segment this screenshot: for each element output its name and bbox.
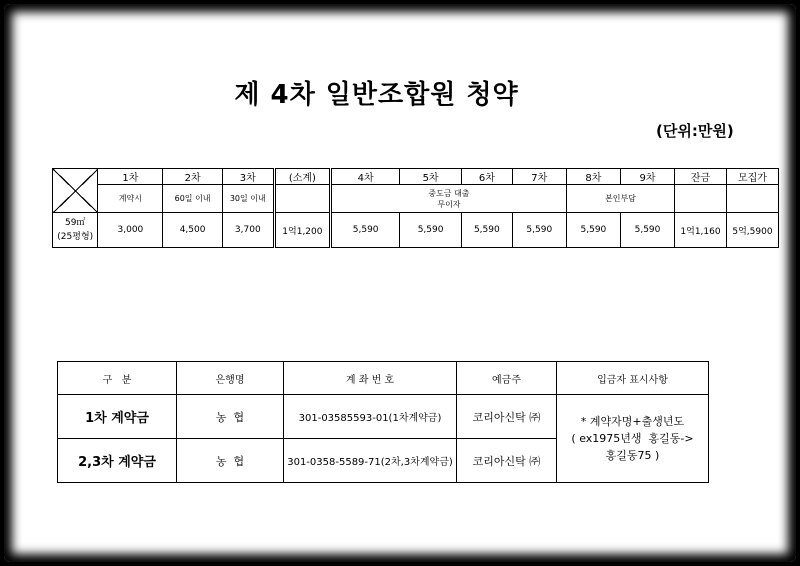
payment-type: 2,3차 계약금 <box>58 439 177 483</box>
bank-account-table <box>57 361 709 483</box>
note-line: ( ex1975년생 홍길동-> <box>571 432 694 445</box>
bank-name: 농 협 <box>177 439 284 483</box>
bank-header-cell: 은행명 <box>177 362 284 395</box>
sub-header-cell-empty <box>274 185 330 213</box>
sub-header-cell: 계약시 <box>98 185 163 213</box>
sub-header-cell: 30일 이내 <box>222 185 274 213</box>
value-cell: 5억,5900 <box>726 213 778 248</box>
bank-header-cell: 구 분 <box>58 362 177 395</box>
value-cell: 5,590 <box>512 213 566 248</box>
note-line: 홍길동75 ) <box>605 449 660 462</box>
header-cell: 6차 <box>461 169 512 185</box>
page-title: 제 4차 일반조합원 청약 <box>234 80 519 110</box>
bank-header-cell: 입금자 표시사항 <box>557 362 709 395</box>
row-label-area: 59㎡ <box>64 218 86 228</box>
value-cell: 5,590 <box>620 213 674 248</box>
unit-label: (단위:만원) <box>656 122 734 140</box>
value-cell: 4,500 <box>163 213 223 248</box>
header-cell: 3차 <box>222 169 274 185</box>
header-cell: 2차 <box>163 169 223 185</box>
payment-type: 1차 계약금 <box>58 395 177 439</box>
bank-name: 농 협 <box>177 395 284 439</box>
header-cell: 1차 <box>98 169 163 185</box>
value-cell: 5,590 <box>331 213 400 248</box>
value-cell: 5,590 <box>566 213 620 248</box>
header-cell: 모집가 <box>726 169 778 185</box>
document-page <box>4 4 796 562</box>
account-number: 301-0358-5589-71(2차,3차계약금) <box>284 439 457 483</box>
header-cell: 잔금 <box>675 169 727 185</box>
header-cell: 9차 <box>620 169 674 185</box>
value-cell: 3,000 <box>98 213 163 248</box>
header-cell: 5차 <box>400 169 462 185</box>
sub-header-cell-empty <box>726 185 778 213</box>
header-cell: (소계) <box>274 169 330 185</box>
sub-header-mid-loan: 중도금 대출 무이자 <box>331 185 567 213</box>
sub-header-cell: 60일 이내 <box>163 185 223 213</box>
value-cell: 1억1,160 <box>675 213 727 248</box>
diagonal-header-cell <box>53 169 98 213</box>
account-holder: 코리아신탁 ㈜ <box>457 439 557 483</box>
header-cell: 4차 <box>331 169 400 185</box>
account-holder: 코리아신탁 ㈜ <box>457 395 557 439</box>
value-cell: 5,590 <box>461 213 512 248</box>
bank-header-cell: 계 좌 번 호 <box>284 362 457 395</box>
row-label-pyeong: (25평형) <box>57 232 94 242</box>
depositor-note <box>557 395 709 483</box>
header-cell: 7차 <box>512 169 566 185</box>
price-table <box>52 168 779 248</box>
header-cell: 8차 <box>566 169 620 185</box>
value-cell: 5,590 <box>400 213 462 248</box>
note-line: * 계약자명+출생년도 <box>580 415 685 428</box>
bank-header-cell: 예금주 <box>457 362 557 395</box>
account-number: 301-03585593-01(1차계약금) <box>284 395 457 439</box>
row-label <box>53 213 98 248</box>
sub-header-cell-empty <box>675 185 727 213</box>
value-cell: 3,700 <box>222 213 274 248</box>
value-cell: 1억1,200 <box>274 213 330 248</box>
sub-header-self-pay: 본인부담 <box>566 185 674 213</box>
